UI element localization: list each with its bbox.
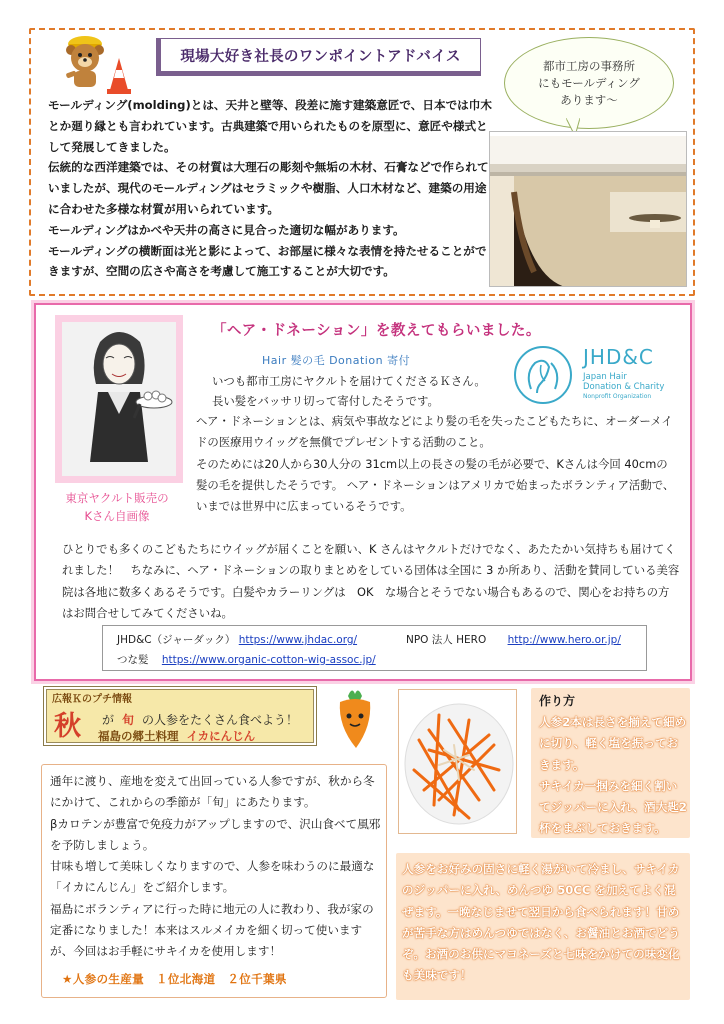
ika-ninjin-photo: [398, 689, 517, 834]
jhdc-logo-icon: [511, 343, 575, 407]
bear-mascot-icon: [62, 34, 108, 90]
jhdc-logo: [511, 343, 681, 407]
tsuna-label: つな髪: [117, 654, 149, 666]
portrait-caption: 東京ヤクルト販売の Kさん自画像: [65, 491, 169, 523]
hair-donation-intro: いつも都市工房にヤクルトを届けてくださるＫさん。 長い髪をバッサリ切って寄付したそうです。: [212, 374, 486, 408]
recipe-step-1: 人参2本は長さを揃えて細めに切り、軽く塩を振っておきます。 サキイカ一掴みを細く割いてジッパーに入れ、酒大匙2杯をまぶしておきます。: [539, 715, 687, 836]
jhdc-label: JHD&C（ジャーダック）: [117, 634, 236, 646]
carrot-info-header: [43, 686, 317, 746]
header-small-label: 広報Ｋのプチ情報: [52, 694, 132, 705]
organization-links: [102, 625, 647, 671]
header-line2: 福島の郷土料理 イカにんじん: [98, 729, 256, 743]
hero-label: NPO 法人 HERO: [406, 634, 487, 646]
paragraph: モールディングの横断面は光と影によって、お部屋に様々な表情を持たせることができますが、空間の広さや高さを考慮して施工することが大切です。: [48, 243, 487, 279]
hair-donation-body: ヘア・ドネーションとは、病気や事故などにより髪の毛を失ったこどもたちに、オーダーメイドの医療用ウイッグを無償でプレゼントする活動のこと。 そのためには20人から30人分の 31cm以上の長さの髪の毛が必要で、Kさんは今回 40cmの髪の毛を提供したそうです。 ヘア・ドネーションはアメリカで始まったボランティア活動で、いまでは世界中に広まっているそうです。: [196, 414, 675, 514]
recipe-title: 作り方: [539, 694, 576, 708]
carrot-icon: [330, 686, 380, 750]
recipe-box-1: [531, 688, 690, 838]
paragraph: 伝統的な西洋建築では、その材質は大理石の彫刻や無垢の木材、石膏などで作られていましたが、現代のモールディングはセラミックや樹脂、人口木材など、建築の用途に合わせた多様な材質が用いられています。: [48, 160, 489, 216]
bubble-line: にもモールディング: [538, 75, 640, 90]
traffic-cone-icon: [106, 56, 132, 96]
logo-sub-text: Japan Hair Donation & Charity Nonprofit Organization: [583, 372, 665, 400]
tsuna-link[interactable]: https://www.organic-cotton-wig-assoc.jp/: [161, 654, 376, 666]
hero-link[interactable]: http://www.hero.or.jp/: [507, 634, 621, 646]
header-line1: が 旬 の人参をたくさん食べよう！: [102, 713, 299, 727]
carrot-info-text: 通年に渡り、産地を変えて出回っている人参ですが、秋から冬にかけて、これからの季節が「旬」にあたります。 βカロテンが豊富で免疫力がアップしますので、沢山食べて風邪を予防しましょう。 甘味も増して美味しくなりますので、人参を味わうのに最適な「イカにんじん」をご紹介します。 福島にボランティアに行った時に地元の人に教わり、我が家の定番になりました！本来はスルメイカを細く切って使いますが、今回はお手軽にサキイカを使用します！: [50, 774, 381, 959]
autumn-char: 秋: [54, 711, 81, 742]
jhdc-link[interactable]: https://www.jhdac.org/: [238, 634, 358, 646]
hair-donation-subtitle: Hair 髪の毛 Donation 寄付: [262, 354, 411, 367]
molding-description: [48, 95, 493, 282]
recipe-box-2: [396, 853, 690, 1000]
bubble-line: 都市工房の事務所: [542, 58, 635, 73]
advice-banner-title: 現場大好き社長のワンポイントアドバイス: [156, 38, 481, 76]
logo-main-text: JHD&C: [583, 345, 654, 369]
office-molding-photo: [489, 131, 687, 287]
bubble-line: あります～: [560, 92, 618, 107]
paragraph: モールディングはかべや天井の高さに見合った適切な幅があります。: [48, 222, 405, 237]
k-self-portrait-image: [55, 315, 183, 483]
hair-donation-closing: ひとりでも多くのこどもたちにウイッグが届くことを願い、K さんはヤクルトだけでなく、あたたかい気持ちも届けてくれました！ ちなみに、ヘア・ドネーションの取りまとめをしている団体は全国に 3 か所あり、活動を賛同している美容院は各地に数多くあるそうです。白髪やカラーリングは OK な場合とそうでない場合もあるので、関心をお持ちの方はお問合せしてみてくださいね。: [62, 542, 680, 620]
carrot-production-ranking: ★人参の生産量 １位北海道 ２位千葉県: [62, 972, 287, 986]
speech-bubble: [504, 37, 674, 129]
hair-donation-title: 「ヘア・ドネーション」を教えてもらいました。: [212, 323, 541, 339]
paragraph: モールディング(molding)とは、天井と壁等、段差に施す建築意匠で、日本では巾木とか廻り縁とも言われています。古典建築で用いられたものを原型に、意匠や様式として発展してきました。: [48, 98, 492, 154]
recipe-step-2: 人参をお好みの固さに軽く湯がいて冷まし、サキイカのジッパーに入れ、めんつゆ 50CC を加えてよく混ぜます。一晩なじませて翌日から食べられます！甘めが苦手な方はめんつゆではなく、お醤油とお酒でどうぞ。お酒のお供にマヨネーズと七味をかけての味変化も美味です！: [402, 862, 680, 983]
